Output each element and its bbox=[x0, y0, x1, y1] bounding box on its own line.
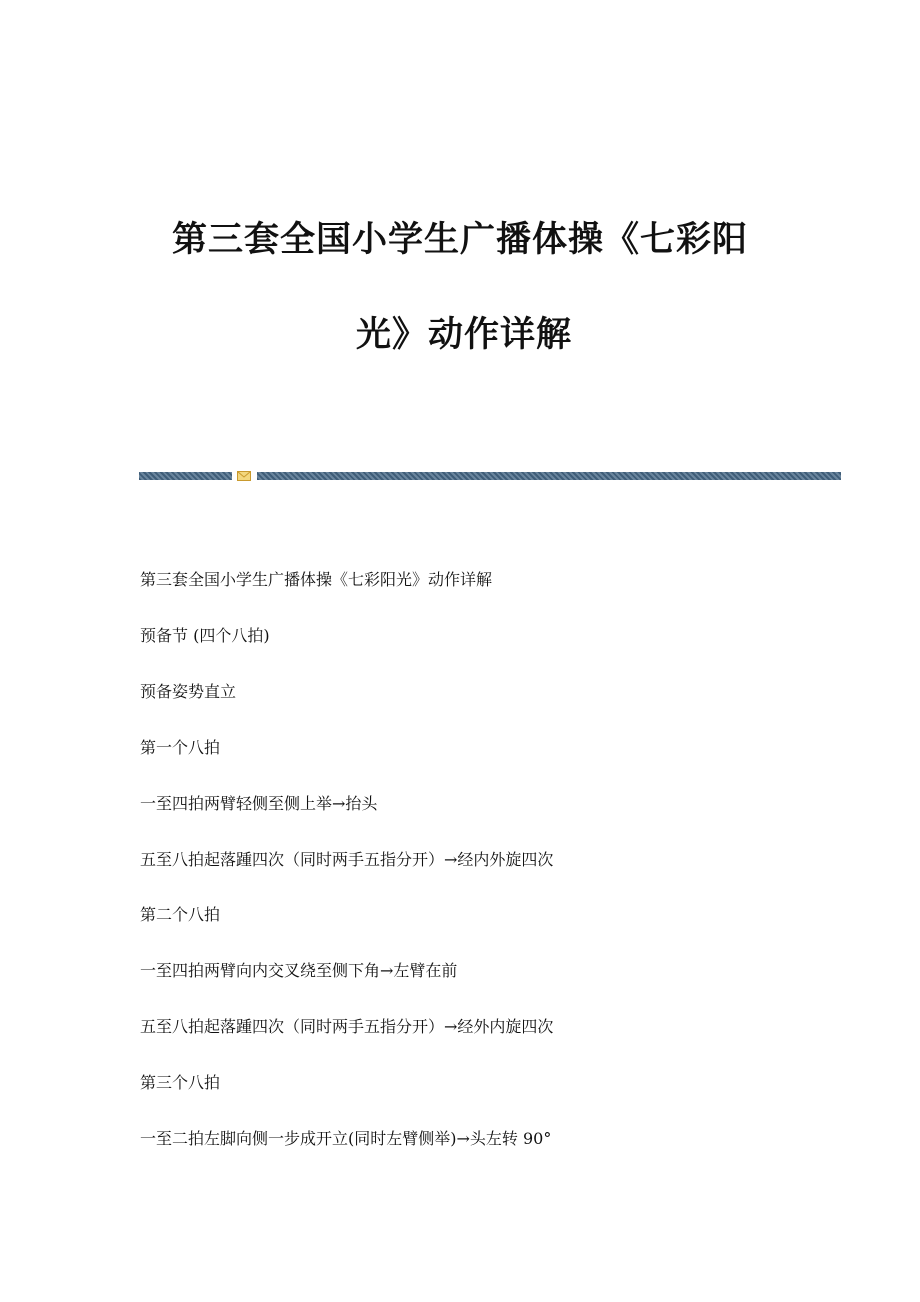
section-divider bbox=[139, 469, 841, 483]
page-title-line-1: 第三套全国小学生广播体操《七彩阳 bbox=[171, 220, 748, 260]
paragraph-text: 五至八拍起落踵四次（同时两手五指分开）→经内外旋四次 bbox=[140, 850, 554, 869]
page-title-line-2: 光》动作详解 bbox=[355, 315, 572, 355]
paragraph-doc-title: 第三套全国小学生广播体操《七彩阳光》动作详解 bbox=[140, 570, 493, 589]
paragraph-text: 一至二拍左脚向侧一步成开立(同时左臂侧举)→头左转 90° bbox=[140, 1129, 552, 1148]
paragraph-text: 五至八拍起落踵四次（同时两手五指分开）→经外内旋四次 bbox=[140, 1017, 554, 1036]
paragraph-beat-heading: 第二个八拍 bbox=[140, 905, 221, 924]
paragraph-text: 预备姿势直立 bbox=[140, 682, 237, 701]
divider-bar-right bbox=[257, 472, 841, 480]
divider-bar-left bbox=[139, 472, 232, 480]
paragraph-section-heading: 预备节 (四个八拍) bbox=[140, 626, 270, 645]
paragraph-text: 一至四拍两臂向内交叉绕至侧下角→左臂在前 bbox=[140, 961, 458, 980]
paragraph-beat-heading: 第一个八拍 bbox=[140, 738, 221, 757]
envelope-icon bbox=[237, 470, 251, 482]
paragraph-text: 一至四拍两臂轻侧至侧上举→抬头 bbox=[140, 794, 378, 813]
paragraph-beat-heading: 第三个八拍 bbox=[140, 1073, 221, 1092]
